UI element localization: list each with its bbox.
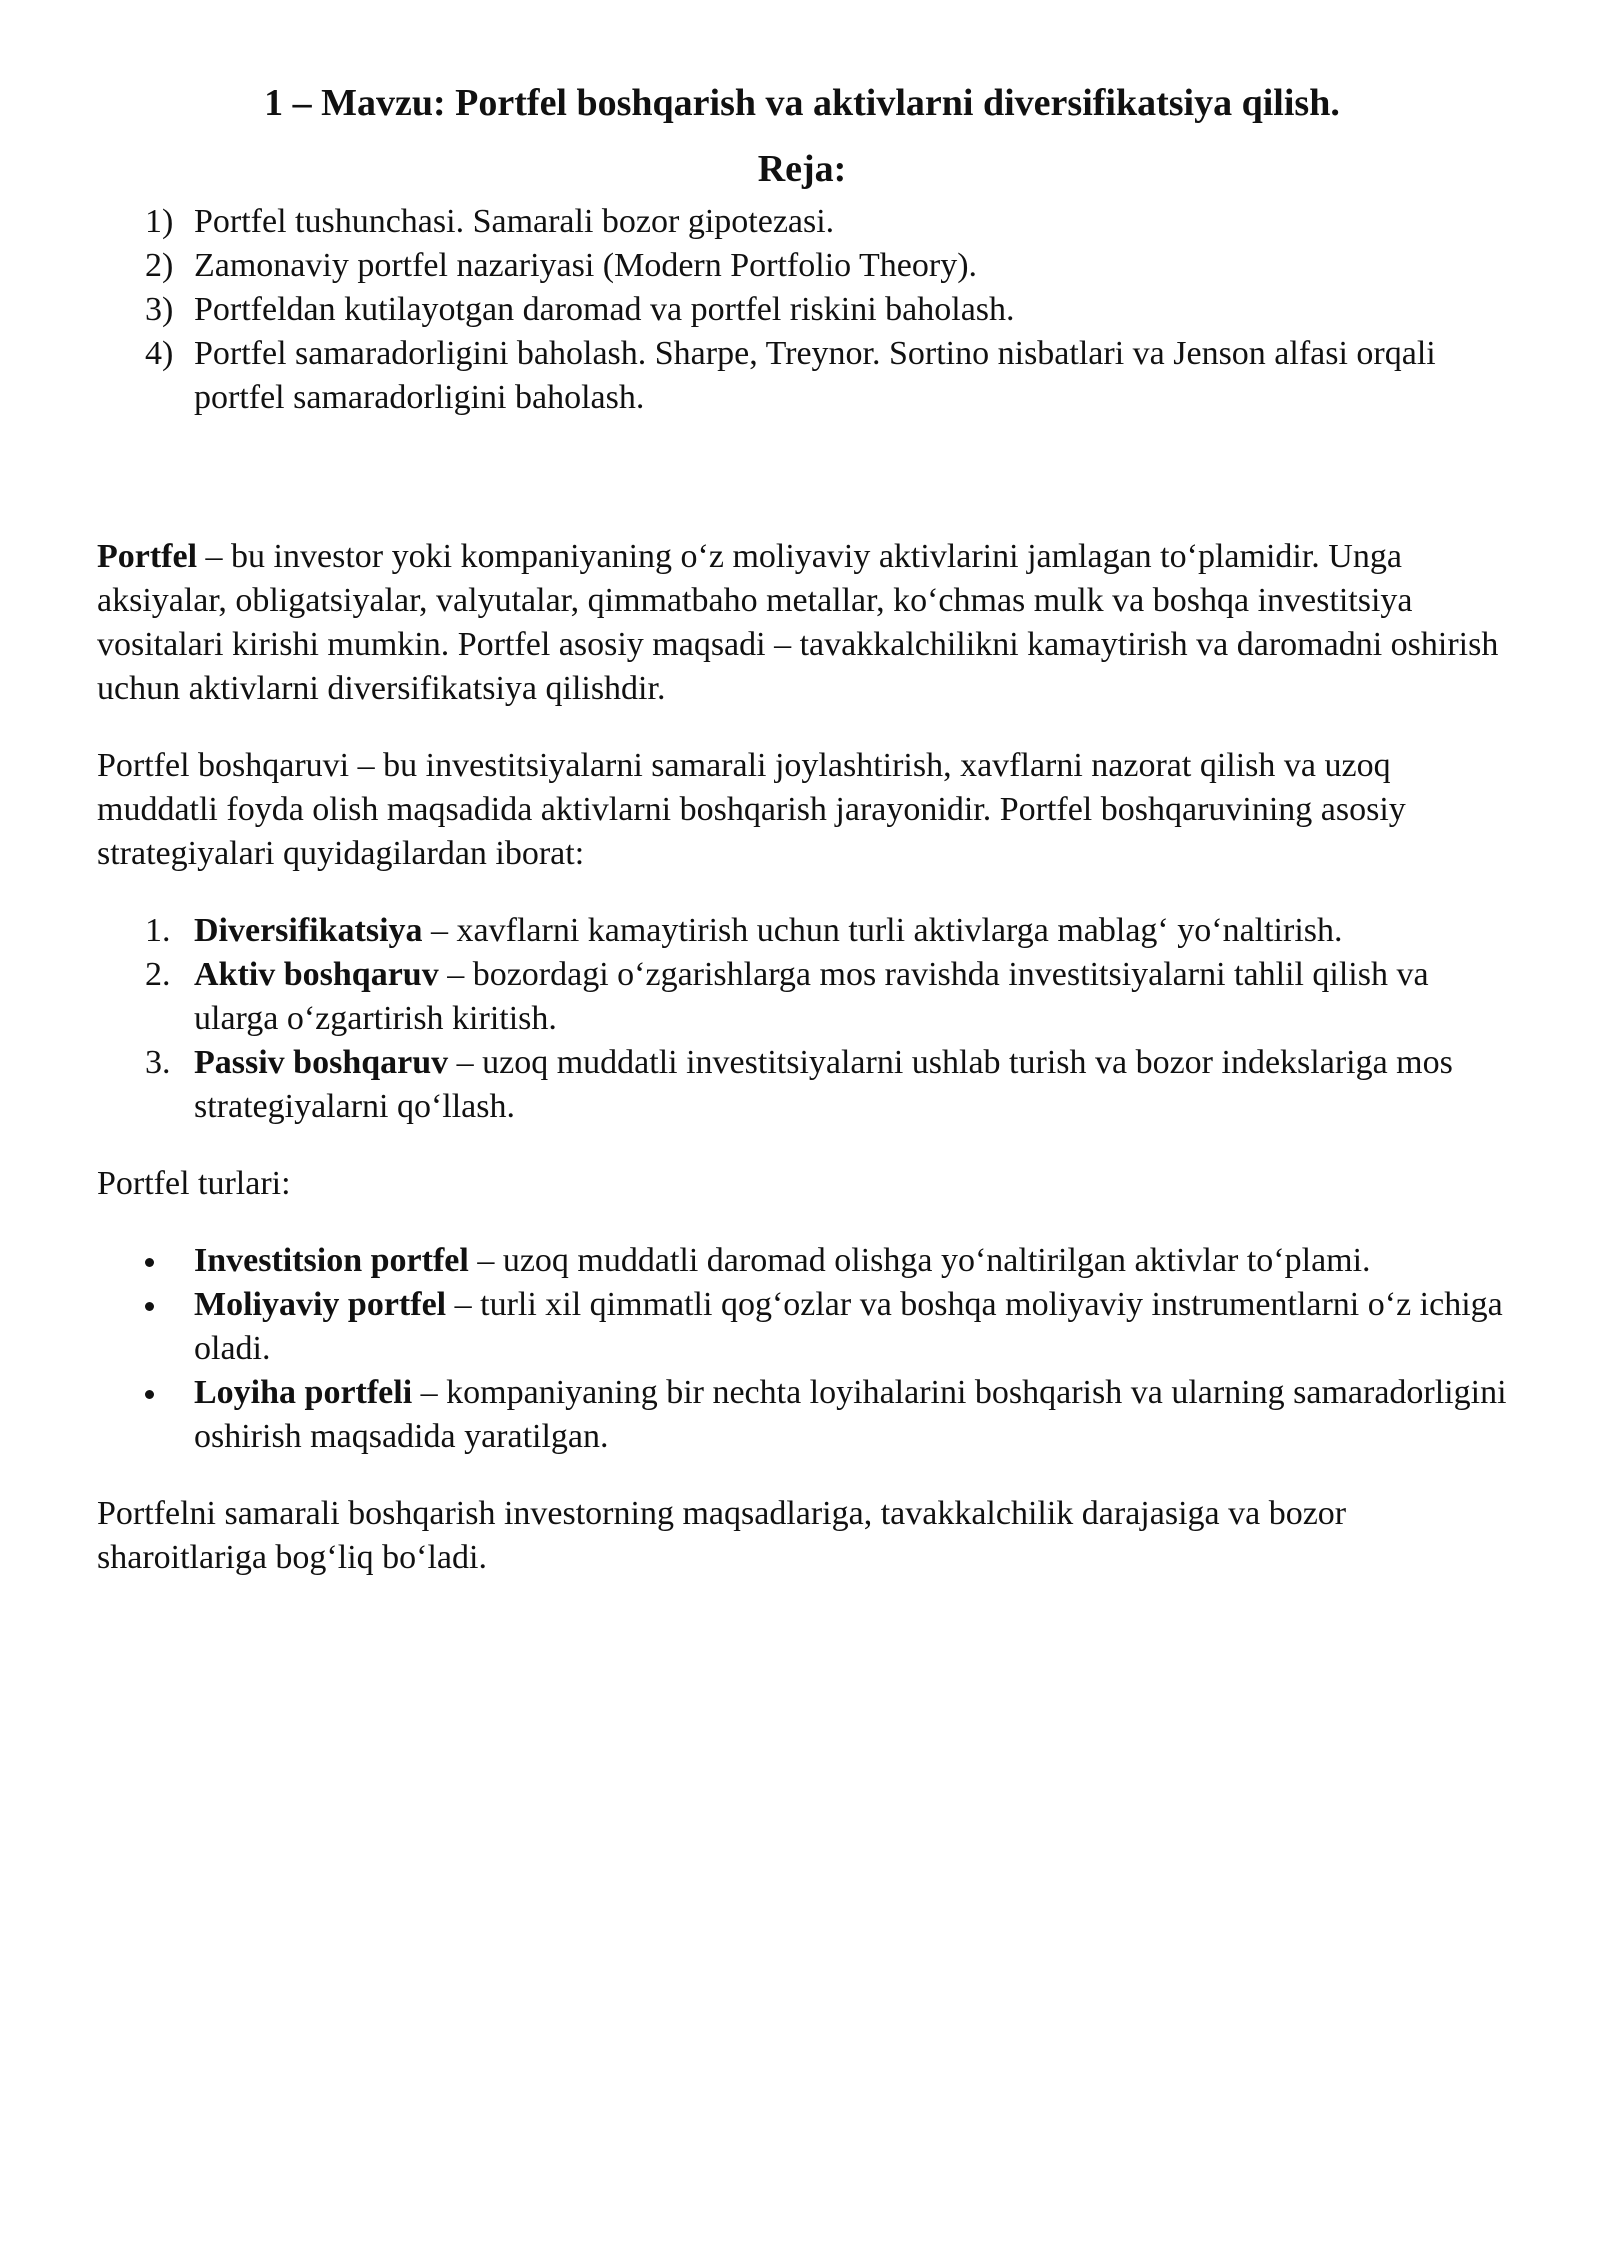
- document-page: [97, 78, 1507, 1580]
- strategies-list: [97, 909, 1507, 1129]
- plan-item: [97, 200, 1507, 244]
- plan-item-number: 4): [145, 335, 174, 372]
- plan-item-text: Portfeldan kutilayotgan daromad va portfel riskini baholash.: [194, 291, 1015, 328]
- conclusion-paragraph: Portfelni samarali boshqarish investorning maqsadlariga, tavakkalchilik darajasiga va bozor sharoitlariga bog‘liq bo‘ladi.: [97, 1495, 1347, 1576]
- bullet-icon: [145, 1258, 154, 1267]
- bullet-icon: [145, 1390, 154, 1399]
- plan-item-text: Portfel samaradorligini baholash. Sharpe, Treynor. Sortino nisbatlari va Jenson alfasi orqali portfel samaradorligini baholash.: [194, 335, 1436, 416]
- type-item: [97, 1371, 1507, 1459]
- strategy-item: [97, 953, 1507, 1041]
- type-item: [97, 1239, 1507, 1283]
- intro-text: – bu investor yoki kompaniyaning o‘z moliyaviy aktivlarini jamlagan to‘plamidir. Unga aksiyalar, obligatsiyalar, valyutalar, qimmatbaho metallar, ko‘chmas mulk va boshqa investitsiya vositalari kirishi mumkin. Portfel asosiy maqsadi – tavakkalchilikni kamaytirish va daromadni oshirish uchun aktivlarni diversifikatsiya qilishdir.: [97, 538, 1499, 707]
- strategy-item: [97, 909, 1507, 953]
- strategy-term: Aktiv boshqaruv: [194, 956, 439, 993]
- plan-heading: Reja:: [757, 148, 847, 190]
- type-term: Investitsion portfel: [194, 1242, 469, 1279]
- type-text: – uzoq muddatli daromad olishga yo‘naltirilgan aktivlar to‘plami.: [468, 1242, 1371, 1279]
- plan-item: [97, 332, 1507, 420]
- type-item: [97, 1283, 1507, 1371]
- strategy-number: 3.: [145, 1044, 171, 1081]
- plan-item: [97, 288, 1507, 332]
- intro-term: Portfel: [97, 538, 198, 575]
- types-list: [97, 1239, 1507, 1459]
- plan-item-text: Zamonaviy portfel nazariyasi (Modern Portfolio Theory).: [194, 247, 978, 284]
- plan-item-text: Portfel tushunchasi. Samarali bozor gipotezasi.: [194, 203, 835, 240]
- plan-item-number: 3): [145, 291, 174, 328]
- type-term: Moliyaviy portfel: [194, 1286, 447, 1323]
- type-term: Loyiha portfeli: [194, 1374, 413, 1411]
- type-text: – kompaniyaning bir nechta loyihalarini boshqarish va ularning samaradorligini oshirish maqsadida yaratilgan.: [194, 1374, 1507, 1455]
- page-title: 1 – Mavzu: Portfel boshqarish va aktivlarni diversifikatsiya qilish.: [264, 82, 1340, 124]
- plan-item-number: 2): [145, 247, 174, 284]
- strategy-text: – bozordagi o‘zgarishlarga mos ravishda investitsiyalarni tahlil qilish va ularga o‘zgartirish kiritish.: [194, 956, 1429, 1037]
- plan-list: [97, 200, 1507, 420]
- plan-item-number: 1): [145, 203, 174, 240]
- plan-item: [97, 244, 1507, 288]
- types-heading: Portfel turlari:: [97, 1165, 291, 1202]
- strategy-text: – uzoq muddatli investitsiyalarni ushlab turish va bozor indekslariga mos strategiyalarni qo‘llash.: [194, 1044, 1453, 1125]
- strategy-number: 1.: [145, 912, 171, 949]
- strategy-item: [97, 1041, 1507, 1129]
- strategy-text: – xavflarni kamaytirish uchun turli aktivlarga mablag‘ yo‘naltirish.: [422, 912, 1343, 949]
- type-text: – turli xil qimmatli qog‘ozlar va boshqa moliyaviy instrumentlarni o‘z ichiga oladi.: [194, 1286, 1503, 1367]
- bullet-icon: [145, 1302, 154, 1311]
- strategy-term: Diversifikatsiya: [194, 912, 423, 949]
- management-paragraph: Portfel boshqaruvi – bu investitsiyalarni samarali joylashtirish, xavflarni nazorat qilish va uzoq muddatli foyda olish maqsadida aktivlarni boshqarish jarayonidir. Portfel boshqaruvining asosiy strategiyalari quyidagilardan iborat:: [97, 747, 1406, 872]
- strategy-term: Passiv boshqaruv: [194, 1044, 449, 1081]
- strategy-number: 2.: [145, 956, 171, 993]
- intro-paragraph: [97, 535, 1507, 711]
